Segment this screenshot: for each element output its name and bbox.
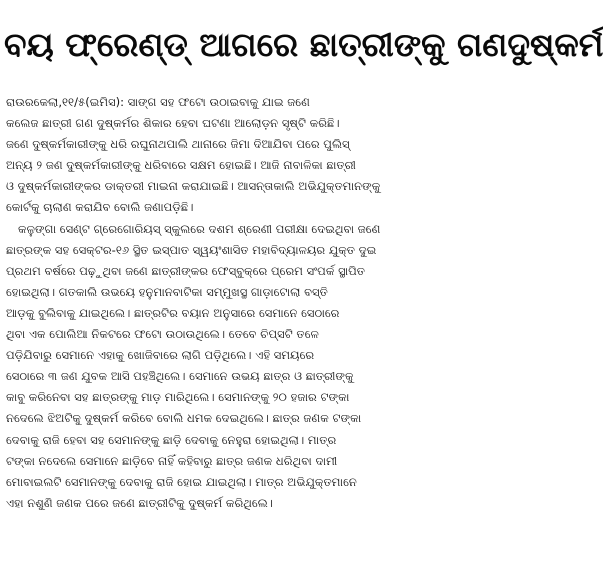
body-line: ମୋବାଇଲଟି ସେମାନଙ୍କୁ ଦେବାକୁ ରାଜି ହୋଇ ଯାଇଥିଲା। ମାତ୍ର ଅଭିଯୁକ୍ତମାନେ [6, 474, 357, 489]
body-line: ଓ ଦୁଷ୍କର୍ମକାରୀଙ୍କର ଡାକ୍ତରୀ ମାଇନା କରାଯାଇଛି। ଆସନ୍ତାକାଲି ଅଭିଯୁକ୍ତମାନଙ୍କୁ [6, 179, 381, 194]
body-line: ସେଠାରେ ୩ ଜଣ ଯୁବକ ଆସି ପହଞ୍ଚିଥିଲେ। ସେମାନେ ଉଭୟ ଛାତ୍ର ଓ ଛାତ୍ରୀଙ୍କୁ [6, 369, 354, 384]
headline: ବୟ ଫ୍ରେଣ୍ଡ୍ ଆଗରେ ଛାତ୍ରୀଙ୍କୁ ଗଣଦୁଷ୍କର୍ମ [4, 25, 603, 64]
body-line: କଲେଜ ଛାତ୍ରୀ ଗଣ ଦୁଷ୍କର୍ମର ଶିକାର ହେବା ଘଟଣା ଆଲୋଡ଼ନ ସୃଷ୍ଟି କରିଛି। [6, 116, 340, 131]
body-line: ଟଙ୍କା ନଦେଲେ ସେମାନେ ଛାଡ଼ିବେ ନାହିଁ କହିବାରୁ ଛାତ୍ର ଜଣକ ଧରିଥିବା ଦାମୀ [6, 453, 338, 468]
body-line: ହୋଇଥିଲା। ଗତକାଲି ଉଭୟେ ହନୁମାନବାଟିକା ସମ୍ମୁଖସ୍ଥ ଗାଡ଼ାଟୋଲା ବସ୍ତି [6, 284, 328, 299]
article-body [6, 92, 454, 514]
body-line: କଳୁଙ୍ଗା ସେଣ୍ଟ ଗ୍ରେଗୋରିୟସ୍ ସ୍କୁଲରେ ଦଶମ ଶ୍ରେଣୀ ପରୀକ୍ଷା ଦେଇଥିବା ଜଣେ [18, 221, 381, 236]
body-line: ଆଡ଼କୁ ବୁଲିବାକୁ ଯାଇଥିଲେ। ଛାତ୍ରଟିର ବୟାନ ଅନୁସାରେ ସେମାନେ ସେଠାରେ [6, 305, 340, 320]
body-line: ନଦେଲେ ଝିଅଟିକୁ ଦୁଷ୍କର୍ମ କରିବେ ବୋଲି ଧମକ ଦେଇଥିଲେ। ଛାତ୍ର ଜଣକ ଟଙ୍କା [6, 411, 362, 426]
body-line: ଏହା ନଶୁଣି ଜଣକ ପରେ ଜଣେ ଛାତ୍ରୀଟିକୁ ଦୁଷ୍କର୍ମ କରିଥିଲେ। [6, 495, 274, 510]
body-line: ପ୍ରଥମ ବର୍ଷରେ ପଢ଼ୁଥିବା ଜଣେ ଛାତ୍ରୀଙ୍କର ଫେସ୍‌ବୁକ୍‌ରେ ପ୍ରେମ ସଂପର୍କ ସ୍ଥାପିତ [6, 263, 366, 278]
body-line: ଜଣେ ଦୁଷ୍କର୍ମକାରୀଙ୍କୁ ଧରି ରଘୁନାଥପାଲି ଥାନାରେ ଜିମା ଦିଆଯିବା ପରେ ପୁଲିସ୍ [6, 137, 350, 152]
body-line: କୋର୍ଟକୁ ଚାଲାଣ କରାଯିବ ବୋଲି ଜଣାପଡ଼ିଛି। [6, 200, 194, 215]
body-line: ଅନ୍ୟ ୨ ଜଣ ଦୁଷ୍କର୍ମକାରୀଙ୍କୁ ଧରିବାରେ ସକ୍ଷମ ହୋଇଛି। ଆଜି ନାବାଳିକା ଛାତ୍ରୀ [6, 158, 356, 173]
body-line: ଥିବା ଏକ ପୋଲିଆ ନିକଟରେ ଫଟୋ ଉଠାଉଥିଲେ। ତେବେ ଚିପ୍‌ସଟି ତଳେ [6, 327, 319, 342]
body-line: କାବୁ କରିନେବା ସହ ଛାତ୍ରଙ୍କୁ ମାଡ଼ ମାରିଥିଲେ। ସେମାନଙ୍କୁ ୨୦ ହଜାର ଟଙ୍କା [6, 390, 350, 405]
body-line: ପଡ଼ିଯିବାରୁ ସେମାନେ ଏହାକୁ ଖୋଜିବାରେ ଲାଗି ପଡ଼ିଥିଲେ। ଏହି ସମୟରେ [6, 348, 315, 363]
body-line: ଦେବାକୁ ରାଜି ହେବା ସହ ସେମାନଙ୍କୁ ଛାଡ଼ି ଦେବାକୁ ନେହୁରା ହୋଇଥିଲା। ମାତ୍ର [6, 432, 337, 447]
body-line: ଛାତ୍ରଙ୍କ ସହ ସେକ୍ଟର-୧୬ ସ୍ଥିତ ଇସ୍ପାତ ସ୍ୱୟଂଶାସିତ ମହାବିଦ୍ୟାଳୟର ଯୁକ୍ତ ଦୁଇ [6, 242, 377, 257]
body-line: ରାଉରକେଲା,୧୧/୫(ଇମିସ): ସାଙ୍ଗ ସହ ଫଟୋ ଉଠାଇବାକୁ ଯାଇ ଜଣେ [6, 95, 310, 109]
